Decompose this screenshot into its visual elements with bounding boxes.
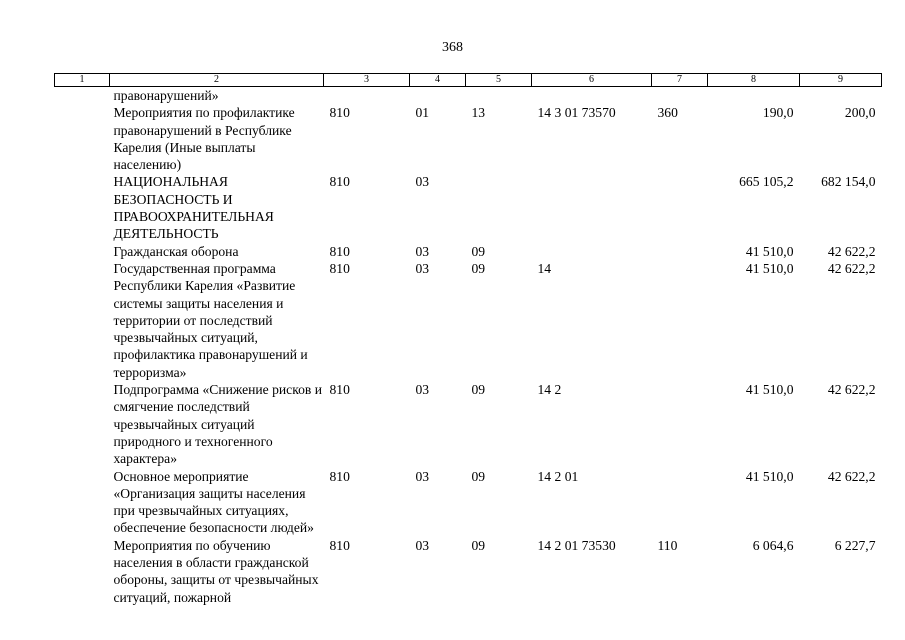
amount-year-2 <box>800 87 882 105</box>
expense-type-code <box>652 260 708 381</box>
amount-year-2: 682 154,0 <box>821 174 876 190</box>
item-name: НАЦИОНАЛЬНАЯ БЕЗОПАСНОСТЬ И ПРАВООХРАНИТЕЛЬНАЯ ДЕЯТЕЛЬНОСТЬ <box>113 174 274 242</box>
section-code: 03 <box>415 468 430 484</box>
col1-cell <box>55 260 110 381</box>
item-name: Гражданская оборона <box>113 243 239 259</box>
expense-type-code <box>652 468 708 537</box>
subsection-code <box>466 87 532 105</box>
target-article-code <box>532 173 652 242</box>
item-name: Государственная программа Республики Карелия «Развитие системы защиты населения и территории от последствий чрезвычайных ситуаций, профилактика правонарушений и терроризма» <box>113 260 308 380</box>
subsection-code: 09 <box>471 537 486 553</box>
amount-year-1: 6 064,6 <box>752 537 794 553</box>
table-row <box>55 173 882 242</box>
admin-code: 810 <box>329 105 350 121</box>
expense-type-code <box>652 243 708 260</box>
column-header-3: 3 <box>324 74 410 87</box>
section-code: 03 <box>415 260 430 276</box>
section-code: 03 <box>415 537 430 553</box>
col1-cell <box>55 537 110 606</box>
table-row <box>55 243 882 260</box>
column-header-7: 7 <box>652 74 708 87</box>
col1-cell <box>55 87 110 105</box>
column-header-1: 1 <box>55 74 110 87</box>
subsection-code: 13 <box>471 105 486 121</box>
table-row <box>55 87 882 105</box>
admin-code: 810 <box>329 243 350 259</box>
admin-code: 810 <box>329 537 350 553</box>
amount-year-1: 41 510,0 <box>745 243 794 259</box>
col1-cell <box>55 381 110 467</box>
subsection-code: 09 <box>471 243 486 259</box>
col1-cell <box>55 104 110 173</box>
amount-year-2: 42 622,2 <box>827 382 876 398</box>
amount-year-2: 42 622,2 <box>827 243 876 259</box>
page-number: 368 <box>442 40 463 55</box>
table-row <box>55 468 882 537</box>
subsection-code: 09 <box>471 468 486 484</box>
column-header-8: 8 <box>708 74 800 87</box>
admin-code <box>324 87 410 105</box>
expense-type-code: 110 <box>657 537 678 553</box>
table-row <box>55 260 882 381</box>
section-code: 03 <box>415 382 430 398</box>
amount-year-1: 41 510,0 <box>745 468 794 484</box>
amount-year-1 <box>708 87 800 105</box>
item-name: Мероприятия по обучению населения в области гражданской обороны, защиты от чрезвычайных ситуаций, пожарной <box>113 537 319 605</box>
admin-code: 810 <box>329 382 350 398</box>
amount-year-2: 42 622,2 <box>827 260 876 276</box>
amount-year-1: 665 105,2 <box>739 174 794 190</box>
item-name: Мероприятия по профилактике правонарушений в Республике Карелия (Иные выплаты населению) <box>113 105 295 173</box>
amount-year-1: 190,0 <box>762 105 794 121</box>
col1-cell <box>55 173 110 242</box>
amount-year-2: 42 622,2 <box>827 468 876 484</box>
target-article-code: 14 2 01 <box>537 468 579 484</box>
table-header <box>55 74 882 87</box>
amount-year-1: 41 510,0 <box>745 260 794 276</box>
target-article-code: 14 3 01 73570 <box>537 105 616 121</box>
section-code: 03 <box>415 243 430 259</box>
column-header-9: 9 <box>800 74 882 87</box>
column-header-6: 6 <box>532 74 652 87</box>
table-row <box>55 381 882 467</box>
subsection-code: 09 <box>471 260 486 276</box>
target-article-code: 14 2 01 73530 <box>537 537 616 553</box>
column-header-2: 2 <box>110 74 324 87</box>
section-code: 03 <box>415 174 430 190</box>
col1-cell <box>55 243 110 260</box>
table-row <box>55 537 882 606</box>
subsection-code: 09 <box>471 382 486 398</box>
amount-year-2: 6 227,7 <box>834 537 876 553</box>
table-row <box>55 104 882 173</box>
admin-code: 810 <box>329 468 350 484</box>
section-code <box>410 87 466 105</box>
amount-year-2: 200,0 <box>844 105 876 121</box>
expense-type-code <box>652 87 708 105</box>
column-header-5: 5 <box>466 74 532 87</box>
item-name: Основное мероприятие «Организация защиты населения при чрезвычайных ситуациях, обеспечение безопасности людей» <box>113 468 314 536</box>
target-article-code: 14 2 <box>537 382 562 398</box>
expense-type-code <box>652 381 708 467</box>
col1-cell <box>55 468 110 537</box>
admin-code: 810 <box>329 174 350 190</box>
target-article-code <box>532 87 652 105</box>
target-article-code: 14 <box>537 260 552 276</box>
admin-code: 810 <box>329 260 350 276</box>
item-name: правонарушений» <box>113 88 219 103</box>
expense-type-code: 360 <box>657 105 678 121</box>
amount-year-1: 41 510,0 <box>745 382 794 398</box>
expense-type-code <box>652 173 708 242</box>
item-name: Подпрограмма «Снижение рисков и смягчение последствий чрезвычайных ситуаций природного и техногенного характера» <box>113 382 323 467</box>
section-code: 01 <box>415 105 430 121</box>
budget-table <box>54 73 882 606</box>
column-header-4: 4 <box>410 74 466 87</box>
target-article-code <box>532 243 652 260</box>
subsection-code <box>466 173 532 242</box>
